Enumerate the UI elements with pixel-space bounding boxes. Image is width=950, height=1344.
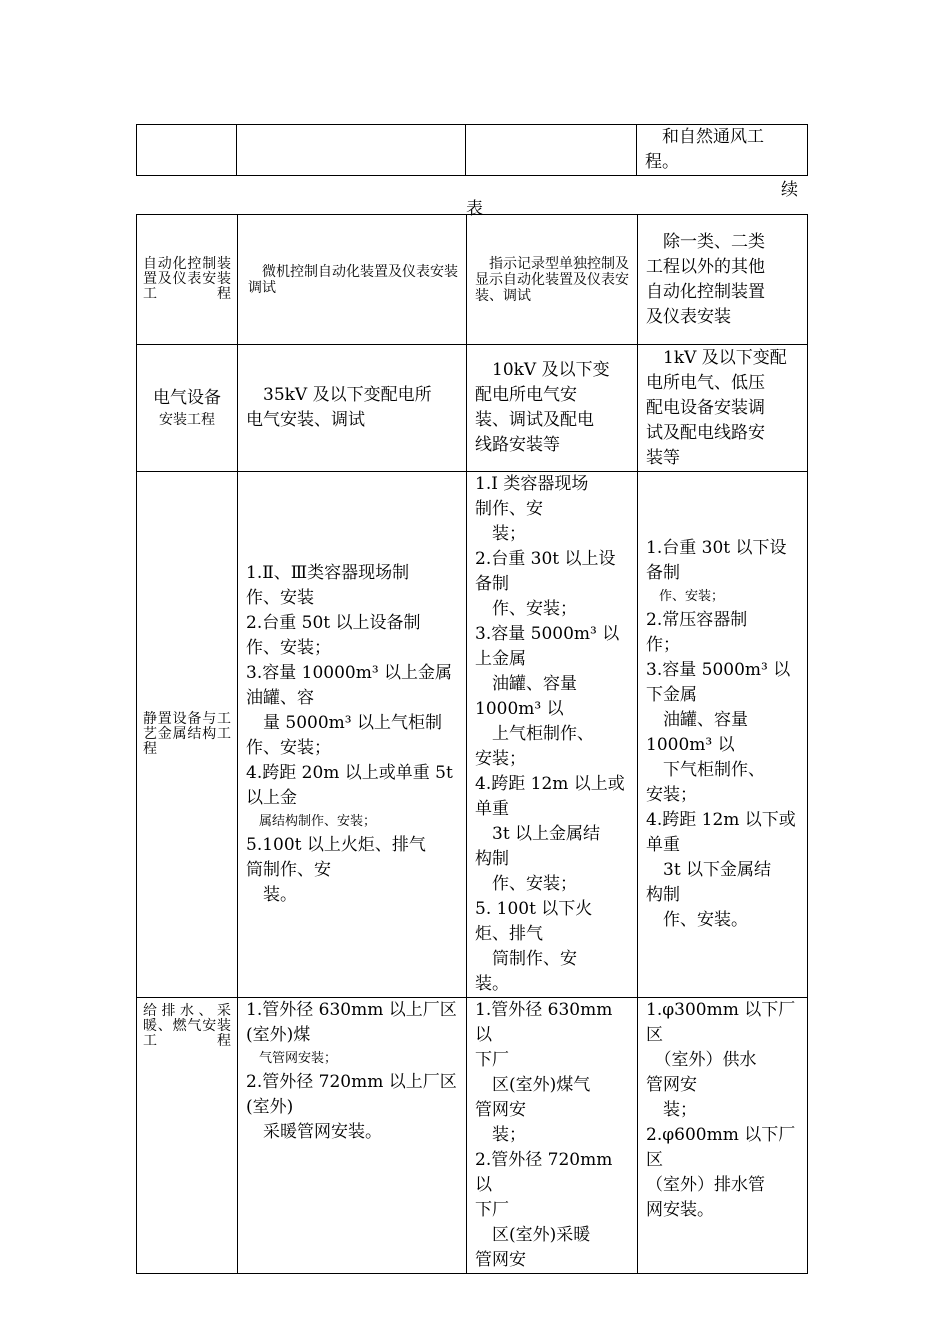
row-label-cell: [137, 215, 238, 345]
cell: 1kV 及以下变配 电所电气、低压 配电设备安装调 试及配电线路安 装等: [638, 345, 808, 472]
row-label: 给排水、采暖、燃气安装工程: [143, 1003, 231, 1049]
cell: 指示记录型单独控制及显示自动化装置及仪表安装、调试: [467, 215, 638, 345]
row-label-sub: 安装工程: [159, 412, 215, 428]
row-label-cell: [137, 998, 238, 1274]
table-row: [137, 345, 808, 472]
table-row: [137, 472, 808, 998]
row-label-cell: [137, 472, 238, 998]
continued-marker-part1: 续: [781, 180, 798, 200]
cell: 1.Ⅰ 类容器现场 制作、安 装； 2.台重 30t 以上设 备制 作、安装； 3.容量 5000m³ 以 上金属 油罐、容量 1000m³ 以 上气柜制作、 安装； 4.跨距 12m 以上或 单重 3t 以上金属结 构制 作、安装； 5. 100t 以下火 炬、排气 筒制作、安 装。: [467, 472, 638, 998]
cell: [466, 125, 637, 176]
cell: [237, 125, 466, 176]
table-row: [137, 125, 808, 176]
cell: 35kV 及以下变配电所 电气安装、调试: [238, 345, 467, 472]
cell: 微机控制自动化装置及仪表安装调试: [238, 215, 467, 345]
cell: [137, 125, 237, 176]
previous-table-fragment: [136, 124, 808, 176]
cell: 和自然通风工 程。: [637, 125, 808, 176]
row-label: 自动化控制装置及仪表安装工程: [143, 256, 231, 302]
row-label: 静置设备与工艺金属结构工程: [143, 711, 231, 757]
cell: 1.φ300mm 以下厂 区 （室外）供水 管网安 装； 2.φ600mm 以下厂 区 （室外）排水管 网安装。: [638, 998, 808, 1274]
row-label: 电气设备: [153, 388, 221, 408]
cell: 除一类、二类 工程以外的其他 自动化控制装置 及仪表安装: [638, 215, 808, 345]
row-label-cell: [137, 345, 238, 472]
table-row: [137, 998, 808, 1274]
project-classification-table: [136, 214, 808, 1274]
cell: 1.Ⅱ、Ⅲ类容器现场制 作、安装 2.台重 50t 以上设备制 作、安装； 3.容量 10000m³ 以上金属 油罐、容 量 5000m³ 以上气柜制 作、安装； 4.跨距 20m 以上或单重 5t 以上金 属结构制作、安装； 5.100t 以上火炬、排气 筒制作、安 装。: [238, 472, 467, 998]
continued-marker-part2: 表: [466, 199, 483, 219]
cell: 10kV 及以下变 配电所电气安 装、调试及配电 线路安装等: [467, 345, 638, 472]
cell: 1.管外径 630mm 以 下厂 区(室外)煤气 管网安 装； 2.管外径 720mm 以 下厂 区(室外)采暖 管网安: [467, 998, 638, 1274]
table-row: [137, 215, 808, 345]
cell: 1.管外径 630mm 以上厂区 (室外)煤 气管网安装； 2.管外径 720mm 以上厂区 (室外) 采暖管网安装。: [238, 998, 467, 1274]
cell: 1.台重 30t 以下设 备制 作、安装； 2.常压容器制 作； 3.容量 5000m³ 以 下金属 油罐、容量 1000m³ 以 下气柜制作、 安装； 4.跨距 12m 以下或 单重 3t 以下金属结 构制 作、安装。: [638, 472, 808, 998]
